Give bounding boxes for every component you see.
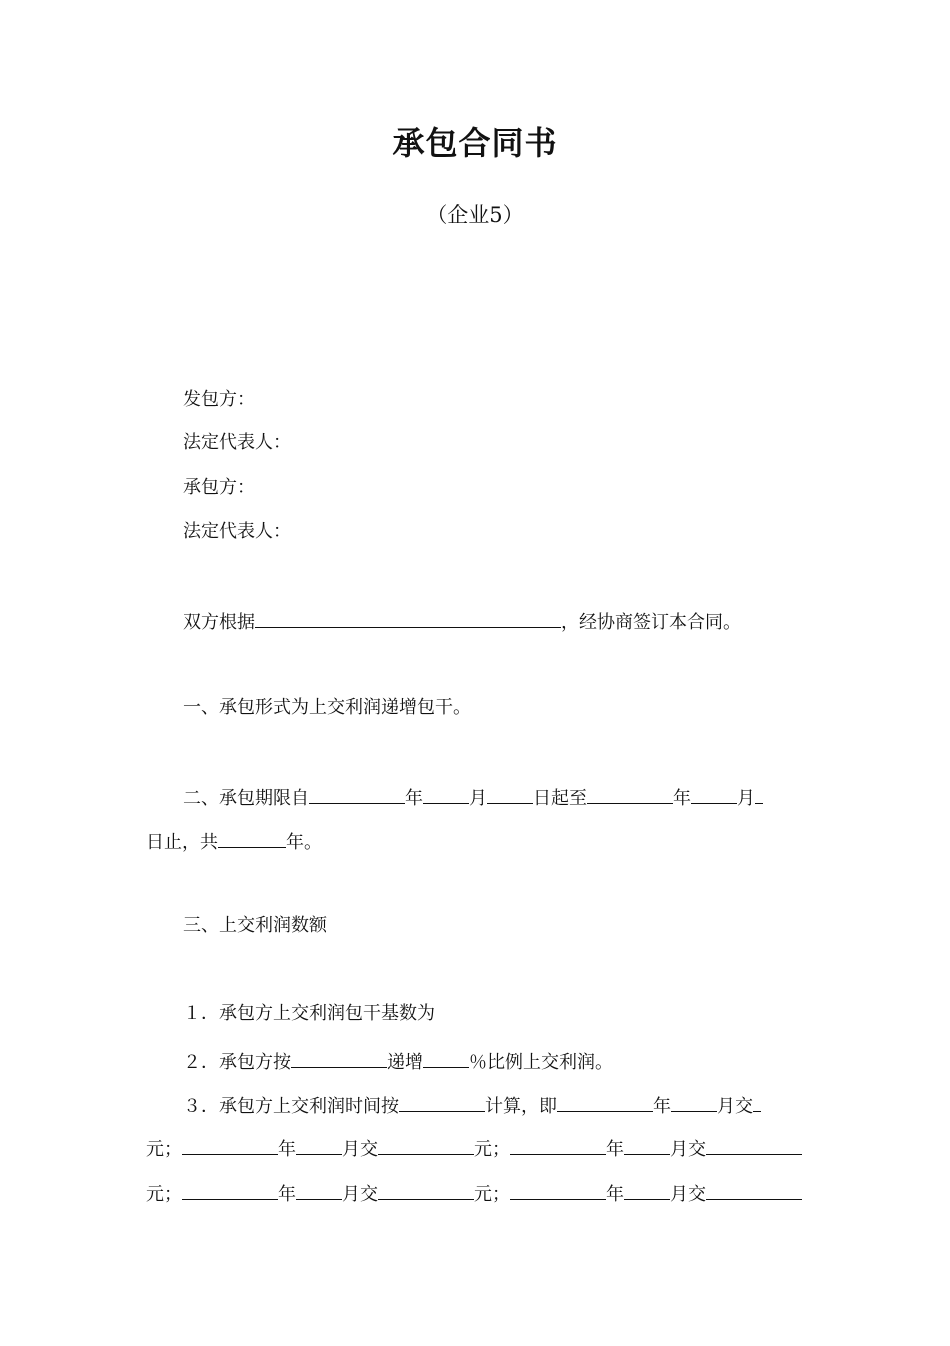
yuan-label: 元； bbox=[474, 1139, 510, 1160]
blank-field[interactable] bbox=[671, 1091, 717, 1112]
item-3-line-3 bbox=[146, 1179, 802, 1207]
yuan-label: 元； bbox=[146, 1139, 182, 1160]
year-label: 年 bbox=[606, 1139, 624, 1160]
clause-2-line-1 bbox=[183, 783, 763, 811]
item-3-prefix: ３．承包方上交利润时间按 bbox=[183, 1096, 399, 1117]
item-3-calc: 计算，即 bbox=[485, 1096, 557, 1117]
month-label: 月 bbox=[737, 788, 755, 809]
month-pay-label: 月交 bbox=[717, 1096, 753, 1117]
clause-2-line-2 bbox=[146, 827, 322, 855]
yuan-label: 元； bbox=[146, 1184, 182, 1205]
blank-field[interactable] bbox=[587, 783, 673, 804]
item-3-line-1 bbox=[183, 1091, 761, 1119]
month-pay-label: 月交 bbox=[670, 1184, 706, 1205]
blank-field[interactable] bbox=[510, 1179, 606, 1200]
blank-field[interactable] bbox=[510, 1134, 606, 1155]
year-label: 年 bbox=[278, 1184, 296, 1205]
blank-field[interactable] bbox=[218, 827, 286, 848]
issuer-rep-label: 法定代表人： bbox=[183, 432, 291, 453]
blank-field[interactable] bbox=[291, 1047, 387, 1068]
year-label: 年。 bbox=[286, 832, 322, 853]
yuan-label: 元； bbox=[474, 1184, 510, 1205]
clause-2-prefix: 二、承包期限自 bbox=[183, 788, 309, 809]
basis-line bbox=[183, 607, 741, 635]
year-label: 年 bbox=[278, 1139, 296, 1160]
month-label: 月 bbox=[469, 788, 487, 809]
document-title: 承包合同书 bbox=[392, 124, 558, 162]
blank-field[interactable] bbox=[755, 783, 763, 804]
year-label: 年 bbox=[405, 788, 423, 809]
item-1: １．承包方上交利润包干基数为 bbox=[183, 1003, 435, 1024]
blank-field[interactable] bbox=[378, 1134, 474, 1155]
blank-field[interactable] bbox=[423, 783, 469, 804]
item-2 bbox=[183, 1047, 613, 1075]
document-subtitle: （企业5） bbox=[426, 203, 524, 227]
clause-2-end: 日止，共 bbox=[146, 832, 218, 853]
blank-field[interactable] bbox=[624, 1179, 670, 1200]
blank-field[interactable] bbox=[296, 1134, 342, 1155]
year-label: 年 bbox=[653, 1096, 671, 1117]
month-pay-label: 月交 bbox=[342, 1184, 378, 1205]
item-2-suffix: ％比例上交利润。 bbox=[469, 1052, 613, 1073]
clause-3: 三、上交利润数额 bbox=[183, 915, 327, 936]
year-label: 年 bbox=[673, 788, 691, 809]
year-label: 年 bbox=[606, 1184, 624, 1205]
blank-field[interactable] bbox=[557, 1091, 653, 1112]
item-2-prefix: ２．承包方按 bbox=[183, 1052, 291, 1073]
basis-prefix: 双方根据 bbox=[183, 612, 255, 633]
blank-field[interactable] bbox=[399, 1091, 485, 1112]
blank-field[interactable] bbox=[255, 607, 561, 628]
blank-field[interactable] bbox=[309, 783, 405, 804]
month-pay-label: 月交 bbox=[670, 1139, 706, 1160]
issuer-label: 发包方： bbox=[183, 389, 255, 410]
day-from-label: 日起至 bbox=[533, 788, 587, 809]
blank-field[interactable] bbox=[296, 1179, 342, 1200]
month-pay-label: 月交 bbox=[342, 1139, 378, 1160]
blank-field[interactable] bbox=[706, 1134, 802, 1155]
blank-field[interactable] bbox=[706, 1179, 802, 1200]
blank-field[interactable] bbox=[182, 1134, 278, 1155]
blank-field[interactable] bbox=[624, 1134, 670, 1155]
blank-field[interactable] bbox=[423, 1047, 469, 1068]
blank-field[interactable] bbox=[753, 1091, 761, 1112]
blank-field[interactable] bbox=[378, 1179, 474, 1200]
blank-field[interactable] bbox=[182, 1179, 278, 1200]
blank-field[interactable] bbox=[691, 783, 737, 804]
item-2-mid: 递增 bbox=[387, 1052, 423, 1073]
basis-suffix: ，经协商签订本合同。 bbox=[561, 612, 741, 633]
blank-field[interactable] bbox=[487, 783, 533, 804]
contractor-rep-label: 法定代表人： bbox=[183, 521, 291, 542]
item-3-line-2 bbox=[146, 1134, 802, 1162]
clause-1: 一、承包形式为上交利润递增包干。 bbox=[183, 697, 471, 718]
contractor-label: 承包方： bbox=[183, 477, 255, 498]
